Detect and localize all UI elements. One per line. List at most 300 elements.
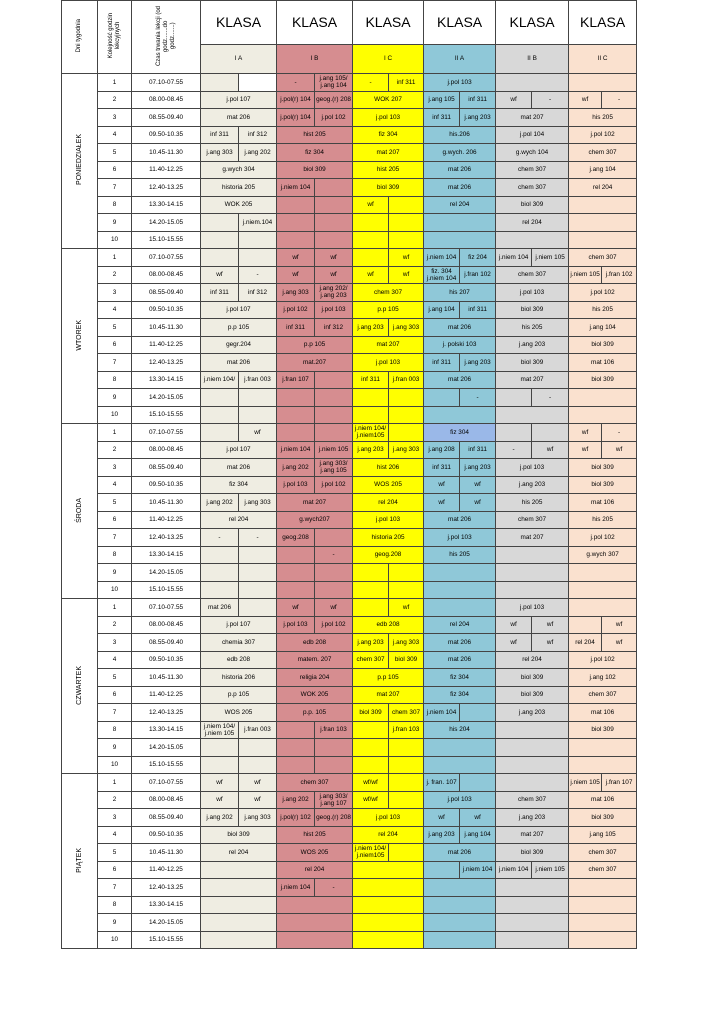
lesson-row — [62, 686, 637, 704]
timetable — [61, 0, 637, 949]
lesson-cell: j.niem 104 — [424, 704, 460, 722]
lesson-row — [62, 389, 637, 407]
lesson-number: 9 — [98, 914, 132, 932]
lesson-cell: j.pol 103 — [277, 616, 315, 634]
lesson-cell — [353, 599, 389, 617]
days-header — [62, 1, 98, 74]
klasa-header: KLASA — [277, 1, 353, 45]
day-cell — [62, 249, 98, 424]
lesson-cell: j.niem 104 — [277, 441, 315, 459]
lesson-cell: fiz 304 — [424, 424, 496, 442]
lesson-cell — [201, 406, 239, 424]
lesson-cell — [424, 879, 496, 897]
lesson-time: 10.45-11.30 — [132, 319, 201, 337]
lesson-cell: biol 309 — [569, 371, 637, 389]
lesson-row — [62, 196, 637, 214]
lesson-cell — [239, 389, 277, 407]
lesson-cell — [569, 196, 637, 214]
lesson-cell: j.pol 107 — [201, 301, 277, 319]
lesson-time: 08.55-09.40 — [132, 634, 201, 652]
lesson-time: 15.10-15.55 — [132, 231, 201, 249]
section-header-ic: I C — [353, 45, 424, 74]
lesson-number: 10 — [98, 406, 132, 424]
lesson-cell: - — [353, 74, 389, 92]
lesson-time: 07.10-07.55 — [132, 249, 201, 267]
lesson-cell: wf — [424, 476, 460, 494]
lesson-cell — [277, 581, 315, 599]
lesson-cell — [353, 739, 389, 757]
lesson-time: 08.55-09.40 — [132, 284, 201, 302]
lesson-cell: j.pol 103 — [496, 284, 569, 302]
lesson-cell: biol 309 — [569, 459, 637, 477]
lesson-cell — [353, 564, 389, 582]
lesson-cell — [496, 389, 532, 407]
lesson-number: 3 — [98, 459, 132, 477]
lesson-time: 11.40-12.25 — [132, 686, 201, 704]
lesson-cell: j.ang 203 — [460, 459, 496, 477]
lesson-cell: j.ang 303/ j.ang 105 — [315, 459, 353, 477]
lesson-time: 09.50-10.35 — [132, 826, 201, 844]
lesson-cell: j.niem 104 — [460, 861, 496, 879]
lesson-cell: mat 207 — [496, 371, 569, 389]
lesson-time: 12.40-13.25 — [132, 179, 201, 197]
lesson-cell — [315, 581, 353, 599]
lesson-cell — [389, 231, 424, 249]
lesson-time: 08.00-08.45 — [132, 791, 201, 809]
lesson-cell — [496, 896, 569, 914]
lesson-time: 12.40-13.25 — [132, 529, 201, 547]
lesson-time: 08.00-08.45 — [132, 91, 201, 109]
lesson-cell: inf 311 — [389, 74, 424, 92]
lesson-cell — [201, 564, 239, 582]
lesson-cell — [389, 214, 424, 232]
lesson-cell — [569, 739, 637, 757]
lesson-cell: j.pol 103 — [277, 476, 315, 494]
lesson-number: 9 — [98, 389, 132, 407]
lesson-cell — [389, 424, 424, 442]
lesson-cell — [424, 231, 496, 249]
lesson-row — [62, 301, 637, 319]
lesson-cell: biol 309 — [496, 669, 569, 687]
lesson-cell — [569, 231, 637, 249]
lesson-cell: rel 204 — [496, 651, 569, 669]
lesson-time: 14.20-15.05 — [132, 914, 201, 932]
lesson-time: 14.20-15.05 — [132, 739, 201, 757]
lesson-row — [62, 144, 637, 162]
section-header-iia: II A — [424, 45, 496, 74]
lesson-cell: j.ang 203 — [353, 441, 389, 459]
lesson-cell: p.p 105 — [201, 686, 277, 704]
lesson-cell — [315, 389, 353, 407]
lesson-cell: j.ang 202 — [277, 459, 315, 477]
lesson-number: 9 — [98, 214, 132, 232]
lesson-cell: j.niem 104 — [277, 879, 315, 897]
lesson-cell: p.p. 105 — [277, 704, 353, 722]
lesson-cell: j.ang 202 — [239, 144, 277, 162]
lesson-cell: inf 311 — [424, 459, 460, 477]
lesson-cell — [424, 389, 460, 407]
lesson-row — [62, 896, 637, 914]
lesson-number: 6 — [98, 336, 132, 354]
lesson-cell — [460, 774, 496, 792]
lesson-row — [62, 476, 637, 494]
klasa-header: KLASA — [201, 1, 277, 45]
lesson-cell — [569, 879, 637, 897]
lesson-cell — [496, 914, 569, 932]
lesson-number: 5 — [98, 669, 132, 687]
lesson-cell: WOS 205 — [353, 476, 424, 494]
time-header-label: Czas trwania lekcji (od godz.......do godz.......) — [155, 5, 176, 66]
lesson-cell: mat 106 — [569, 704, 637, 722]
lesson-time: 10.45-11.30 — [132, 144, 201, 162]
lesson-cell: biol 309 — [496, 844, 569, 862]
lesson-cell — [460, 704, 496, 722]
lesson-number: 6 — [98, 861, 132, 879]
lesson-cell: j.ang 203 — [496, 704, 569, 722]
lesson-cell: wf — [460, 809, 496, 827]
lesson-time: 12.40-13.25 — [132, 704, 201, 722]
lesson-cell: j.niem 104/ j.niem105 — [353, 844, 389, 862]
lesson-cell: fiz 304 — [424, 669, 496, 687]
lesson-time: 09.50-10.35 — [132, 126, 201, 144]
lesson-cell: j.niem 104/ — [201, 371, 239, 389]
lesson-cell — [424, 406, 496, 424]
lesson-cell: j.ang 203 — [353, 319, 389, 337]
lesson-cell: j.pol 102 — [315, 616, 353, 634]
lesson-cell — [277, 931, 353, 949]
lesson-cell: biol 309 — [569, 809, 637, 827]
lesson-cell — [424, 564, 496, 582]
lesson-cell: wf — [277, 249, 315, 267]
lesson-number: 6 — [98, 511, 132, 529]
lesson-cell: - — [239, 529, 277, 547]
lesson-cell — [496, 931, 569, 949]
lesson-number: 4 — [98, 826, 132, 844]
lesson-row — [62, 126, 637, 144]
lesson-cell: rel 204 — [201, 511, 277, 529]
lesson-cell: - — [201, 529, 239, 547]
lesson-row — [62, 406, 637, 424]
lesson-cell — [569, 616, 602, 634]
lesson-cell: j.ang 203 — [424, 826, 460, 844]
lesson-cell: j.fran 107 — [602, 774, 637, 792]
lesson-cell — [496, 231, 569, 249]
lesson-cell — [201, 914, 277, 932]
lesson-cell: - — [239, 266, 277, 284]
lesson-row — [62, 861, 637, 879]
lesson-cell: wf — [460, 494, 496, 512]
lesson-row — [62, 249, 637, 267]
lesson-cell: - — [602, 91, 637, 109]
lesson-cell: wf — [424, 494, 460, 512]
lesson-row — [62, 721, 637, 739]
lesson-cell: wf — [353, 266, 389, 284]
lesson-cell: j.pol 103 — [353, 809, 424, 827]
lesson-number: 5 — [98, 319, 132, 337]
lesson-cell — [496, 774, 569, 792]
lesson-cell — [424, 739, 496, 757]
lesson-cell: WOK 207 — [353, 91, 424, 109]
lesson-cell: wf — [315, 266, 353, 284]
lesson-cell: biol 309 — [569, 721, 637, 739]
lesson-cell — [277, 231, 315, 249]
lesson-cell — [532, 424, 569, 442]
lesson-cell — [239, 581, 277, 599]
lesson-cell — [277, 721, 315, 739]
lesson-number: 8 — [98, 721, 132, 739]
lesson-time: 13.30-14.15 — [132, 371, 201, 389]
lesson-cell: j.ang 303 — [389, 319, 424, 337]
lesson-cell: j.pol 102 — [315, 476, 353, 494]
lesson-cell: rel 204 — [277, 861, 353, 879]
lesson-cell: j.pol 104 — [496, 126, 569, 144]
lesson-cell: j.niem.104 — [239, 214, 277, 232]
lesson-cell — [277, 406, 315, 424]
lesson-cell: j.ang 203 — [353, 634, 389, 652]
lesson-cell: j.niem 104 — [496, 249, 532, 267]
lesson-row — [62, 179, 637, 197]
lesson-row — [62, 511, 637, 529]
lesson-number: 9 — [98, 739, 132, 757]
lesson-time: 14.20-15.05 — [132, 389, 201, 407]
day-cell — [62, 424, 98, 599]
lesson-cell — [389, 756, 424, 774]
lesson-cell — [353, 914, 424, 932]
klasa-header: KLASA — [353, 1, 424, 45]
lesson-cell — [496, 564, 569, 582]
lesson-cell: wf — [460, 476, 496, 494]
day-label: PONIEDZIAŁEK — [75, 134, 83, 186]
lesson-cell: edb 208 — [201, 651, 277, 669]
lesson-cell — [315, 739, 353, 757]
lesson-cell: biol 309 — [496, 196, 569, 214]
lesson-cell: j.niem 104/ j.niem105 — [353, 424, 389, 442]
lesson-row — [62, 441, 637, 459]
lesson-cell: wf — [239, 774, 277, 792]
lesson-time: 08.00-08.45 — [132, 616, 201, 634]
lesson-cell: wf — [389, 249, 424, 267]
lesson-time: 15.10-15.55 — [132, 931, 201, 949]
lesson-cell — [201, 879, 277, 897]
lesson-cell: wf — [496, 634, 532, 652]
lesson-cell: wf — [389, 599, 424, 617]
lesson-cell — [496, 406, 569, 424]
lesson-cell: g.wych. 206 — [424, 144, 496, 162]
lesson-cell: mat 206 — [201, 599, 239, 617]
lesson-cell: chem 307 — [496, 179, 569, 197]
lesson-cell: chem 307 — [353, 284, 424, 302]
lesson-time: 07.10-07.55 — [132, 599, 201, 617]
lesson-cell: wf — [201, 774, 239, 792]
lesson-number: 7 — [98, 529, 132, 547]
lesson-cell — [496, 879, 569, 897]
lesson-cell: j.pol 103 — [315, 301, 353, 319]
lesson-row — [62, 844, 637, 862]
lesson-cell: - — [315, 546, 353, 564]
day-label: CZWARTEK — [75, 665, 83, 705]
lesson-cell: mat 106 — [569, 354, 637, 372]
lesson-cell: j.pol 103 — [353, 354, 424, 372]
lesson-row — [62, 774, 637, 792]
lesson-time: 09.50-10.35 — [132, 476, 201, 494]
lesson-cell — [201, 424, 239, 442]
lesson-cell: inf 312 — [239, 284, 277, 302]
lesson-cell — [201, 739, 239, 757]
lesson-cell: wf — [602, 634, 637, 652]
lesson-cell: his 205 — [569, 301, 637, 319]
lesson-row — [62, 266, 637, 284]
lesson-cell: geog.(r) 208 — [315, 809, 353, 827]
lesson-cell — [239, 739, 277, 757]
lesson-cell: chemia 307 — [201, 634, 277, 652]
lesson-row — [62, 284, 637, 302]
lesson-cell — [569, 756, 637, 774]
lesson-cell: inf 312 — [315, 319, 353, 337]
lesson-cell: j.fran 107 — [277, 371, 315, 389]
lesson-cell: j.ang 202 — [277, 791, 315, 809]
lesson-time: 13.30-14.15 — [132, 896, 201, 914]
lesson-cell: wf — [532, 441, 569, 459]
lesson-cell: biol 309 — [496, 301, 569, 319]
lesson-cell: j.pol(r) 102 — [277, 809, 315, 827]
lesson-time: 15.10-15.55 — [132, 581, 201, 599]
lesson-cell: chem 307 — [569, 844, 637, 862]
lesson-cell — [496, 756, 569, 774]
lesson-cell — [569, 896, 637, 914]
lesson-cell: wf — [569, 91, 602, 109]
lesson-cell: wf — [239, 791, 277, 809]
lesson-row — [62, 651, 637, 669]
lesson-time: 11.40-12.25 — [132, 511, 201, 529]
lesson-cell: j.pol 103 — [496, 599, 569, 617]
lesson-cell — [315, 179, 353, 197]
lesson-row — [62, 914, 637, 932]
lesson-cell: j.ang 303 — [239, 494, 277, 512]
day-cell — [62, 599, 98, 774]
lesson-cell: wf — [602, 441, 637, 459]
lesson-cell: j. fran. 107 — [424, 774, 460, 792]
lesson-cell: fiz 304 — [424, 686, 496, 704]
lesson-number: 8 — [98, 371, 132, 389]
klasa-header: KLASA — [569, 1, 637, 45]
lesson-cell — [277, 739, 315, 757]
lesson-row — [62, 791, 637, 809]
lesson-cell — [277, 564, 315, 582]
order-header — [98, 1, 132, 74]
lesson-row — [62, 704, 637, 722]
lesson-cell: - — [496, 441, 532, 459]
lesson-number: 1 — [98, 249, 132, 267]
lesson-cell: mat 206 — [201, 109, 277, 127]
lesson-cell: fiz 304 — [277, 144, 353, 162]
lesson-cell — [239, 231, 277, 249]
lesson-cell: chem 307 — [496, 266, 569, 284]
lesson-time: 15.10-15.55 — [132, 756, 201, 774]
lesson-cell — [315, 529, 353, 547]
section-header-iib: II B — [496, 45, 569, 74]
lesson-time: 11.40-12.25 — [132, 861, 201, 879]
lesson-number: 1 — [98, 599, 132, 617]
lesson-cell: j.niem 105 — [569, 774, 602, 792]
lesson-cell: j.pol 102 — [277, 301, 315, 319]
lesson-cell: p.p 105 — [277, 336, 353, 354]
lesson-cell — [201, 214, 239, 232]
lesson-cell: g.wych 307 — [569, 546, 637, 564]
lesson-row — [62, 424, 637, 442]
lesson-cell: g.wych207 — [277, 511, 353, 529]
lesson-cell: his 205 — [424, 546, 496, 564]
lesson-cell — [569, 564, 637, 582]
lesson-cell: inf 311 — [460, 441, 496, 459]
lesson-cell: hist 205 — [277, 126, 353, 144]
lesson-cell: edb 208 — [277, 634, 353, 652]
lesson-cell: WOS 205 — [201, 704, 277, 722]
lesson-cell: j.niem 104/ j.niem 105 — [201, 721, 239, 739]
lesson-cell: inf 311 — [424, 354, 460, 372]
lesson-cell: inf 311 — [353, 371, 389, 389]
lesson-cell: j.pol 103 — [424, 74, 496, 92]
lesson-time: 10.45-11.30 — [132, 844, 201, 862]
lesson-cell: j.niem 105 — [532, 861, 569, 879]
lesson-cell: j.pol 107 — [201, 616, 277, 634]
lesson-cell — [389, 564, 424, 582]
lesson-cell: his 204 — [424, 721, 496, 739]
lesson-row — [62, 371, 637, 389]
lesson-cell: j.ang 104 — [569, 319, 637, 337]
lesson-cell: wf — [602, 616, 637, 634]
lesson-cell: mat 206 — [424, 179, 496, 197]
lesson-cell: j.ang 202 — [201, 809, 239, 827]
lesson-cell: biol 309 — [569, 336, 637, 354]
lesson-cell — [496, 721, 569, 739]
lesson-cell: rel 204 — [424, 196, 496, 214]
lesson-time: 10.45-11.30 — [132, 494, 201, 512]
lesson-cell: chem 307 — [496, 161, 569, 179]
lesson-cell: inf 311 — [277, 319, 315, 337]
lesson-number: 3 — [98, 284, 132, 302]
lesson-cell: wf — [201, 266, 239, 284]
lesson-number: 9 — [98, 564, 132, 582]
lesson-cell: fiz 304 — [353, 126, 424, 144]
lesson-number: 8 — [98, 896, 132, 914]
lesson-cell: hist 205 — [277, 826, 353, 844]
lesson-cell — [353, 861, 424, 879]
lesson-cell — [315, 231, 353, 249]
lesson-cell: j.ang 102 — [569, 669, 637, 687]
lesson-cell: edb 208 — [353, 616, 424, 634]
lesson-cell: mat 206 — [424, 651, 496, 669]
lesson-cell: rel 204 — [569, 179, 637, 197]
lesson-cell — [496, 581, 569, 599]
day-cell — [62, 74, 98, 249]
lesson-cell — [201, 581, 239, 599]
lesson-cell: wf/wf — [353, 774, 389, 792]
lesson-number: 7 — [98, 354, 132, 372]
lesson-cell: chem 307 — [389, 704, 424, 722]
lesson-row — [62, 634, 637, 652]
lesson-cell — [424, 861, 460, 879]
lesson-row — [62, 319, 637, 337]
lesson-cell: mat 206 — [201, 354, 277, 372]
lesson-cell — [277, 756, 315, 774]
lesson-cell — [424, 931, 496, 949]
lesson-number: 4 — [98, 301, 132, 319]
lesson-cell: mat 206 — [424, 161, 496, 179]
lesson-cell: fiz. 304 j.niem 104 — [424, 266, 460, 284]
lesson-cell: wf/wf — [353, 791, 389, 809]
lesson-row — [62, 231, 637, 249]
lesson-number: 5 — [98, 844, 132, 862]
